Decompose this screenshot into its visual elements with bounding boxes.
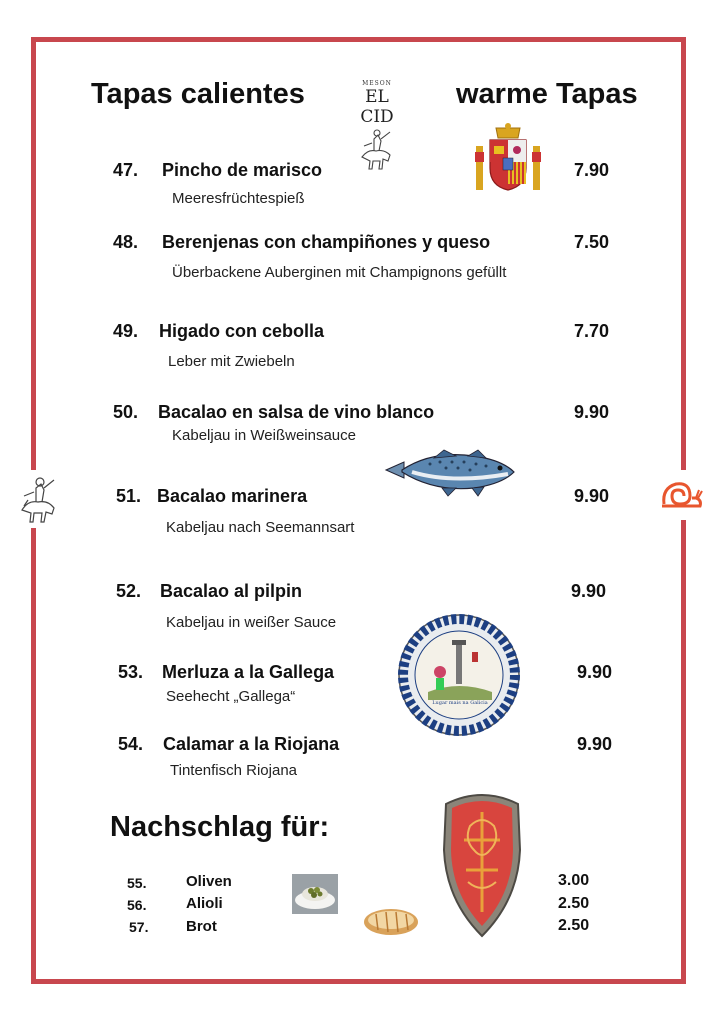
extra-item-number: 56. <box>127 897 147 913</box>
logo-small-text: MESON <box>362 80 392 87</box>
menu-item-description: Tintenfisch Riojana <box>170 762 298 779</box>
extra-item-number: 57. <box>129 919 149 935</box>
logo-big-text: EL CID <box>360 87 394 127</box>
menu-item-number: 48. <box>113 232 139 252</box>
snail-icon <box>656 470 706 520</box>
menu-item-description: Seehecht „Gallega“ <box>166 688 296 705</box>
menu-item-price: 9.90 <box>571 581 607 601</box>
menu-item-number: 51. <box>116 486 142 506</box>
menu-item-description: Überbackene Auberginen mit Champignons gefüllt <box>172 264 507 281</box>
menu-item-name: Calamar a la Riojana <box>163 734 340 754</box>
menu-item-description: Leber mit Zwiebeln <box>168 353 295 370</box>
menu-item-price: 9.90 <box>574 402 610 422</box>
title-right: warme Tapas <box>456 78 638 110</box>
menu-item-name: Berenjenas con champiñones y queso <box>162 232 491 252</box>
bread-icon <box>362 904 420 938</box>
extra-item-number: 55. <box>127 875 147 891</box>
menu-item-description: Kabeljau nach Seemannsart <box>166 519 355 536</box>
extra-item-name: Oliven <box>186 873 232 890</box>
extra-item-name: Alioli <box>186 895 223 912</box>
menu-item-number: 50. <box>113 402 139 422</box>
shield-icon <box>440 790 524 940</box>
menu-item-price: 7.70 <box>574 321 610 341</box>
menu-item-description: Kabeljau in Weißweinsauce <box>172 427 356 444</box>
menu-item-number: 49. <box>113 321 139 341</box>
menu-item-name: Bacalao en salsa de vino blanco <box>158 402 435 422</box>
title-left: Tapas calientes <box>91 78 305 110</box>
extra-item-name: Brot <box>186 918 217 935</box>
menu-item-price: 7.90 <box>574 160 610 180</box>
menu-item-name: Bacalao marinera <box>157 486 308 506</box>
menu-item-name: Higado con cebolla <box>159 321 325 341</box>
coat-of-arms-icon <box>472 122 544 194</box>
knight-side-icon <box>14 470 62 528</box>
fish-icon <box>382 448 518 500</box>
menu-item-number: 47. <box>113 160 139 180</box>
menu-item-price: 9.90 <box>577 662 613 682</box>
extra-item-price: 3.00 <box>558 872 590 889</box>
menu-item-number: 53. <box>118 662 144 682</box>
menu-item-name: Merluza a la Gallega <box>162 662 335 682</box>
menu-item-price: 9.90 <box>577 734 613 754</box>
menu-item-name: Pincho de marisco <box>162 160 323 180</box>
menu-item-description: Kabeljau in weißer Sauce <box>166 614 337 631</box>
menu-item-number: 52. <box>116 581 142 601</box>
menu-item-description: Meeresfrüchtespieß <box>172 190 305 207</box>
menu-item-name: Bacalao al pilpin <box>160 581 303 601</box>
extra-item-price: 2.50 <box>558 895 590 912</box>
menu-item-price: 7.50 <box>574 232 610 252</box>
menu-item-price: 9.90 <box>574 486 610 506</box>
knight-icon <box>346 127 408 171</box>
menu-item-number: 54. <box>118 734 144 754</box>
olives-icon <box>292 874 338 914</box>
plate-caption: Lugar mais na Galicia <box>432 700 488 706</box>
el-cid-logo <box>346 80 408 154</box>
extras-title: Nachschlag für: <box>110 811 330 843</box>
extra-item-price: 2.50 <box>558 917 590 934</box>
plate-icon <box>396 612 522 738</box>
